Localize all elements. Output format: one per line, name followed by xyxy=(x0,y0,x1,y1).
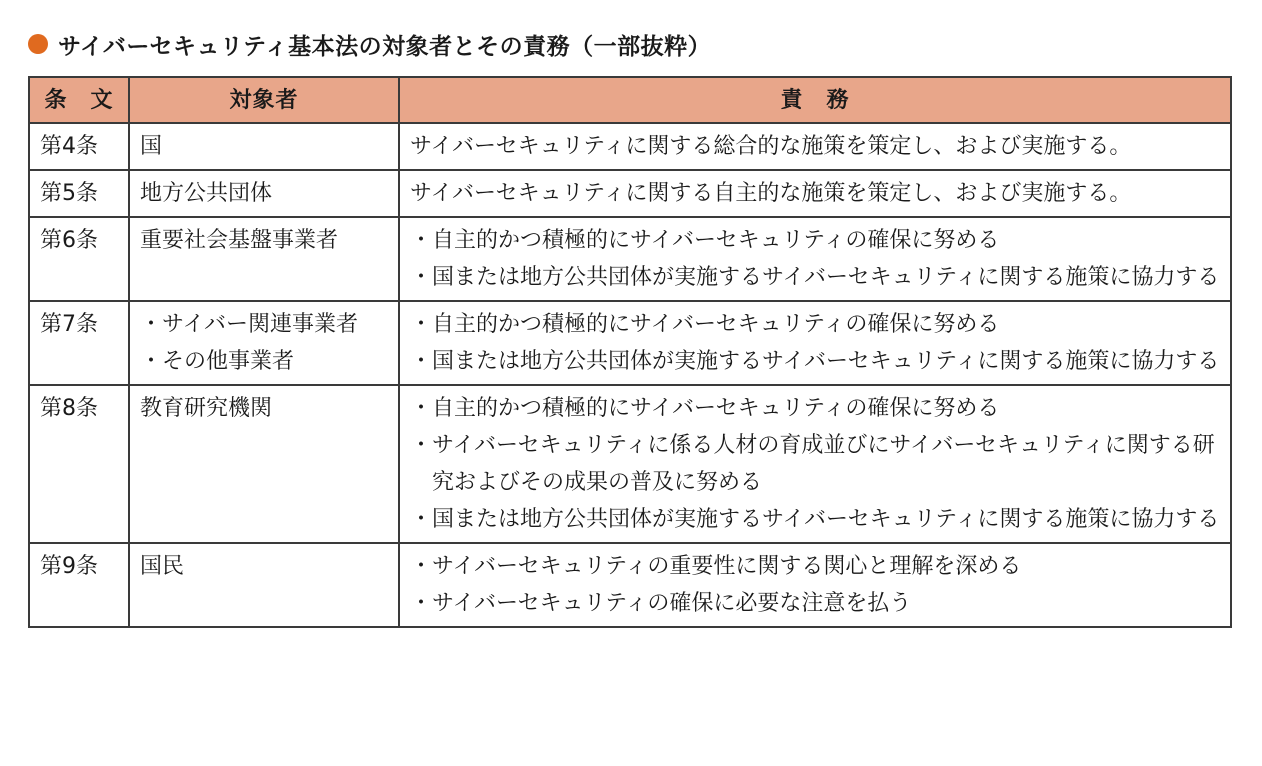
table-header-row xyxy=(29,77,1231,123)
target-text: ・サイバー関連事業者 xyxy=(140,312,359,337)
target-cell xyxy=(129,170,399,217)
article-cell: 第5条 xyxy=(29,170,129,217)
duty-bullet: ・ サイバーセキュリティの重要性に関する関心と理解を深める xyxy=(410,548,1220,585)
duty-table xyxy=(28,76,1232,628)
target-text: ・その他事業者 xyxy=(140,349,295,374)
target-text: 重要社会基盤事業者 xyxy=(140,228,339,253)
header-target: 対象者 xyxy=(129,77,399,123)
table-row xyxy=(29,123,1231,170)
title-row xyxy=(28,26,711,62)
article-cell: 第7条 xyxy=(29,301,129,385)
duty-text: サイバーセキュリティに関する自主的な施策を策定し、および実施する。 xyxy=(410,181,1132,206)
orange-bullet-icon xyxy=(28,34,48,54)
article-cell: 第9条 xyxy=(29,543,129,627)
table-row xyxy=(29,217,1231,301)
target-cell xyxy=(129,543,399,627)
target-text: 地方公共団体 xyxy=(140,181,273,206)
table-row xyxy=(29,301,1231,385)
duty-cell xyxy=(399,301,1231,385)
table-row xyxy=(29,385,1231,543)
target-cell xyxy=(129,385,399,543)
target-cell xyxy=(129,217,399,301)
target-text: 教育研究機関 xyxy=(140,396,273,421)
article-cell: 第6条 xyxy=(29,217,129,301)
duty-bullet: ・ サイバーセキュリティに係る人材の育成並びにサイバーセキュリティに関する研究およびその成果の普及に努める xyxy=(410,427,1220,501)
duty-cell xyxy=(399,543,1231,627)
table-row xyxy=(29,543,1231,627)
table-row xyxy=(29,170,1231,217)
target-cell xyxy=(129,123,399,170)
article-cell: 第4条 xyxy=(29,123,129,170)
duty-bullet: ・ 国または地方公共団体が実施するサイバーセキュリティに関する施策に協力する xyxy=(410,259,1220,296)
duty-cell xyxy=(399,217,1231,301)
duty-bullet: ・ 自主的かつ積極的にサイバーセキュリティの確保に努める xyxy=(410,390,1220,427)
duty-bullet: ・ 自主的かつ積極的にサイバーセキュリティの確保に努める xyxy=(410,306,1220,343)
duty-cell xyxy=(399,385,1231,543)
target-cell xyxy=(129,301,399,385)
duty-bullet: ・ サイバーセキュリティの確保に必要な注意を払う xyxy=(410,585,1220,622)
duty-cell xyxy=(399,170,1231,217)
duty-text: サイバーセキュリティに関する総合的な施策を策定し、および実施する。 xyxy=(410,134,1132,159)
target-text: 国 xyxy=(140,134,163,159)
duty-bullet: ・ 国または地方公共団体が実施するサイバーセキュリティに関する施策に協力する xyxy=(410,343,1220,380)
duty-bullet: ・ 自主的かつ積極的にサイバーセキュリティの確保に努める xyxy=(410,222,1220,259)
duty-cell xyxy=(399,123,1231,170)
target-text: 国民 xyxy=(140,554,185,579)
header-article: 条 文 xyxy=(29,77,129,123)
page-title: サイバーセキュリティ基本法の対象者とその責務（一部抜粋） xyxy=(58,33,712,60)
article-cell: 第8条 xyxy=(29,385,129,543)
duty-bullet: ・ 国または地方公共団体が実施するサイバーセキュリティに関する施策に協力する xyxy=(410,501,1220,538)
header-duty: 責 務 xyxy=(399,77,1231,123)
